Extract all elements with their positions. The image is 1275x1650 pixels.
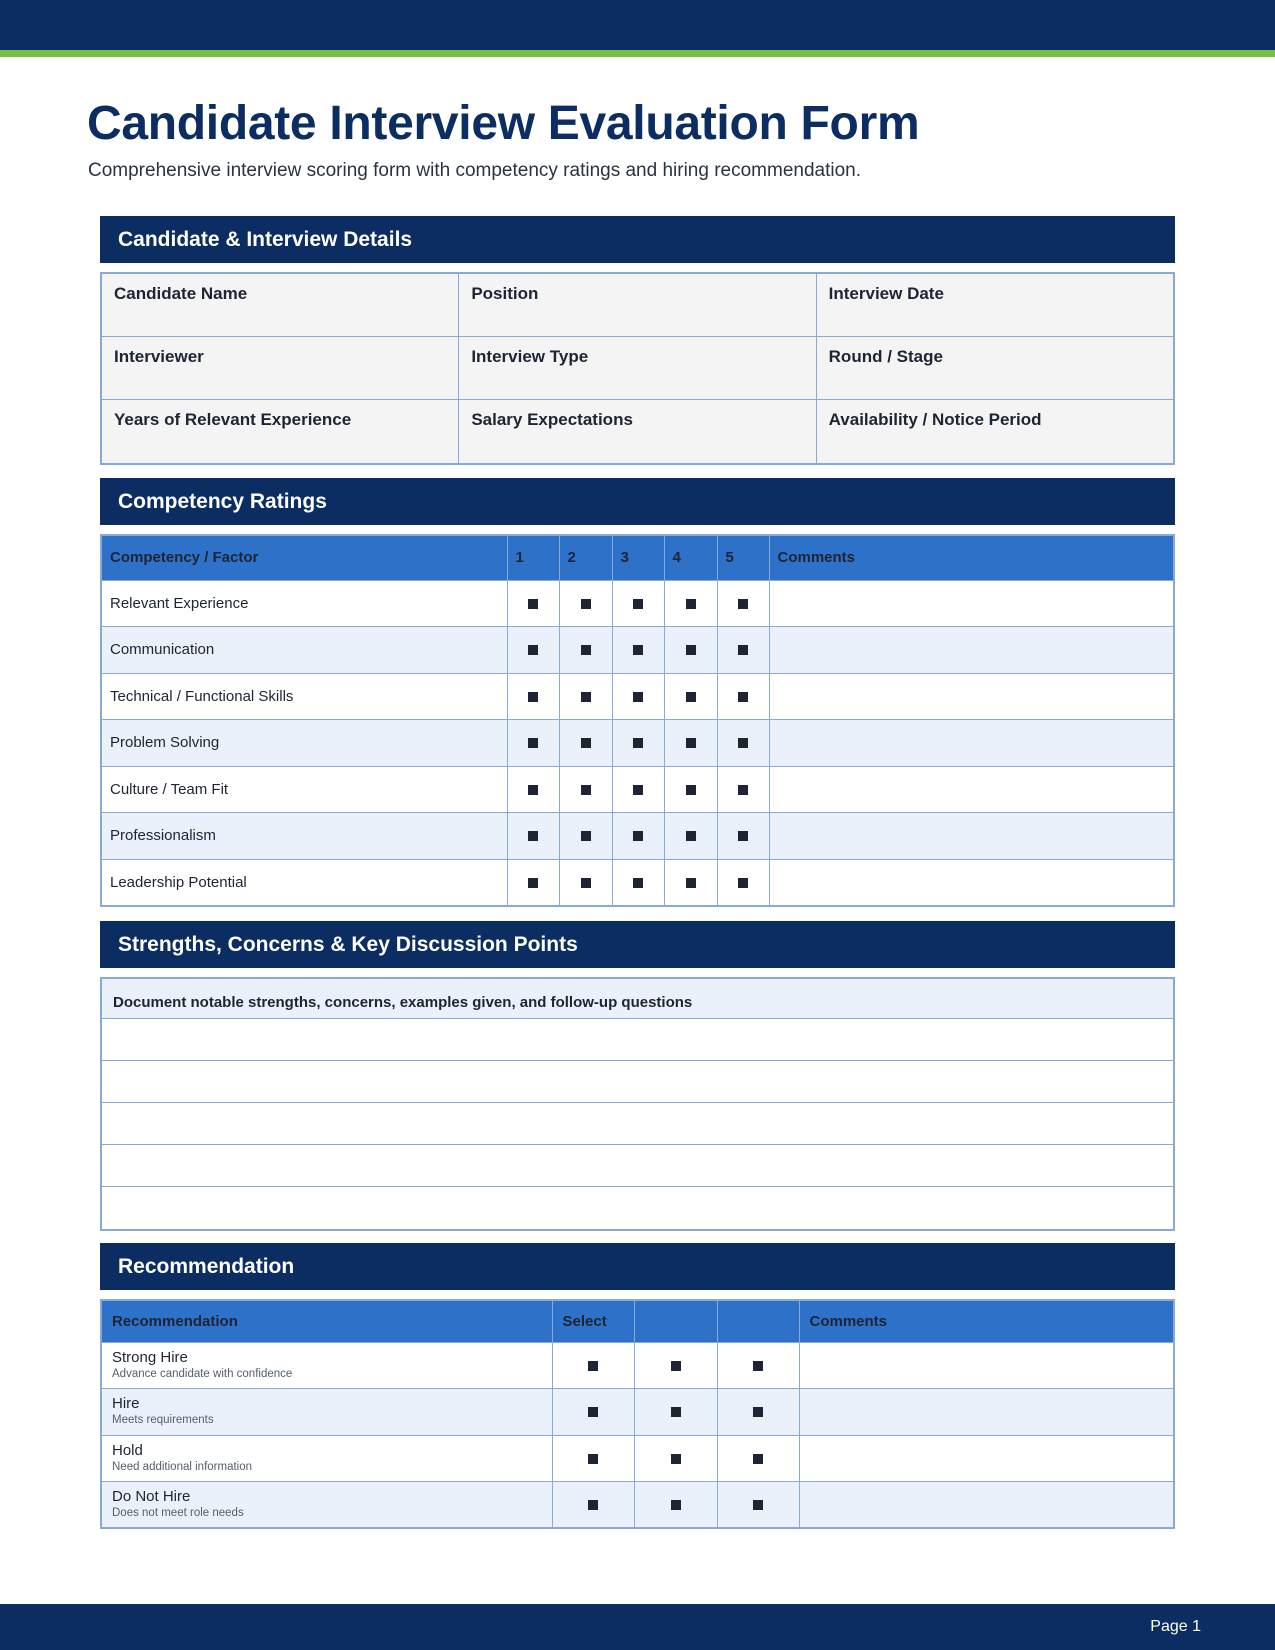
rating-5-checkbox[interactable]	[717, 720, 769, 767]
competency-row	[101, 720, 1174, 767]
square-checkbox-icon	[686, 878, 696, 888]
rating-4-checkbox[interactable]	[664, 673, 717, 720]
rating-5-checkbox[interactable]	[717, 627, 769, 674]
competency-label: Problem Solving	[101, 720, 507, 767]
recommendation-description: Need additional information	[112, 1460, 253, 1473]
square-checkbox-icon	[528, 738, 538, 748]
square-checkbox-icon	[581, 599, 591, 609]
square-checkbox-icon	[528, 692, 538, 702]
field-interviewer[interactable]: Interviewer	[102, 337, 459, 399]
select-checkbox[interactable]	[634, 1389, 717, 1436]
page-number: Page 1	[1150, 1618, 1201, 1635]
field-availability[interactable]: Availability / Notice Period	[817, 400, 1173, 463]
recommendation-row	[101, 1342, 1174, 1389]
square-checkbox-icon	[528, 878, 538, 888]
square-checkbox-icon	[671, 1407, 681, 1417]
details-row	[102, 400, 1173, 463]
square-checkbox-icon	[738, 878, 748, 888]
rating-4-checkbox[interactable]	[664, 813, 717, 860]
notes-line[interactable]	[102, 1145, 1173, 1187]
column-header-rating-3: 3	[612, 535, 664, 580]
recommendation-label: Strong Hire	[112, 1348, 188, 1366]
column-header-comments: Comments	[769, 535, 1174, 580]
field-candidate-name[interactable]: Candidate Name	[102, 274, 459, 336]
square-checkbox-icon	[581, 878, 591, 888]
square-checkbox-icon	[581, 645, 591, 655]
square-checkbox-icon	[738, 599, 748, 609]
recommendation-label-cell	[101, 1435, 552, 1482]
rating-2-checkbox[interactable]	[559, 627, 612, 674]
competency-label: Leadership Potential	[101, 859, 507, 906]
comments-cell[interactable]	[769, 627, 1174, 674]
comments-cell[interactable]	[769, 813, 1174, 860]
recommendation-label: Do Not Hire	[112, 1488, 191, 1505]
column-header-competency: Competency / Factor	[101, 535, 507, 580]
square-checkbox-icon	[686, 831, 696, 841]
top-banner	[0, 0, 1275, 50]
details-grid	[100, 272, 1175, 465]
square-checkbox-icon	[738, 738, 748, 748]
square-checkbox-icon	[686, 692, 696, 702]
select-checkbox[interactable]	[634, 1342, 717, 1389]
column-header-recommendation: Recommendation	[101, 1300, 552, 1342]
notes-line[interactable]	[102, 1061, 1173, 1103]
competency-row	[101, 580, 1174, 627]
square-checkbox-icon	[588, 1361, 598, 1371]
square-checkbox-icon	[581, 831, 591, 841]
footer-bar	[0, 1604, 1275, 1650]
select-checkbox[interactable]	[552, 1435, 634, 1482]
competency-row	[101, 673, 1174, 720]
select-checkbox[interactable]	[552, 1342, 634, 1389]
square-checkbox-icon	[581, 692, 591, 702]
rating-4-checkbox[interactable]	[664, 627, 717, 674]
select-checkbox[interactable]	[717, 1389, 799, 1436]
square-checkbox-icon	[588, 1500, 598, 1510]
column-header-rating-5: 5	[717, 535, 769, 580]
rating-3-checkbox[interactable]	[612, 580, 664, 627]
rating-5-checkbox[interactable]	[717, 813, 769, 860]
comments-cell[interactable]	[769, 859, 1174, 906]
section-heading-recommendation: Recommendation	[100, 1243, 1175, 1290]
section-heading-competency: Competency Ratings	[100, 478, 1175, 525]
recommendation-row	[101, 1435, 1174, 1482]
rating-2-checkbox[interactable]	[559, 813, 612, 860]
square-checkbox-icon	[686, 785, 696, 795]
competency-header-row	[101, 535, 1174, 580]
column-header-rating-1: 1	[507, 535, 559, 580]
rating-2-checkbox[interactable]	[559, 580, 612, 627]
comments-cell[interactable]	[769, 766, 1174, 813]
rating-3-checkbox[interactable]	[612, 673, 664, 720]
comments-cell[interactable]	[769, 580, 1174, 627]
rating-4-checkbox[interactable]	[664, 859, 717, 906]
square-checkbox-icon	[738, 692, 748, 702]
details-row	[102, 274, 1173, 337]
rating-3-checkbox[interactable]	[612, 813, 664, 860]
select-checkbox[interactable]	[717, 1482, 799, 1529]
rating-1-checkbox[interactable]	[507, 627, 559, 674]
recommendation-header-row	[101, 1300, 1174, 1342]
page-subtitle: Comprehensive interview scoring form with competency ratings and hiring recommendation.	[88, 160, 862, 181]
select-checkbox[interactable]	[634, 1482, 717, 1529]
competency-label: Culture / Team Fit	[101, 766, 507, 813]
comments-cell[interactable]	[769, 673, 1174, 720]
recommendation-row	[101, 1482, 1174, 1529]
square-checkbox-icon	[633, 599, 643, 609]
competency-label: Technical / Functional Skills	[101, 673, 507, 720]
square-checkbox-icon	[753, 1500, 763, 1510]
square-checkbox-icon	[738, 645, 748, 655]
square-checkbox-icon	[633, 878, 643, 888]
square-checkbox-icon	[528, 645, 538, 655]
rating-5-checkbox[interactable]	[717, 766, 769, 813]
select-checkbox[interactable]	[717, 1435, 799, 1482]
column-header-rating-2: 2	[559, 535, 612, 580]
rating-3-checkbox[interactable]	[612, 859, 664, 906]
rating-3-checkbox[interactable]	[612, 766, 664, 813]
square-checkbox-icon	[738, 785, 748, 795]
notes-line[interactable]	[102, 1103, 1173, 1145]
recommendation-label-cell	[101, 1389, 552, 1436]
rating-1-checkbox[interactable]	[507, 720, 559, 767]
select-checkbox[interactable]	[717, 1342, 799, 1389]
square-checkbox-icon	[753, 1454, 763, 1464]
competency-label: Communication	[101, 627, 507, 674]
comments-cell[interactable]	[799, 1389, 1174, 1436]
page-title: Candidate Interview Evaluation Form	[87, 97, 920, 150]
column-header-rating-4: 4	[664, 535, 717, 580]
rating-1-checkbox[interactable]	[507, 813, 559, 860]
rating-5-checkbox[interactable]	[717, 580, 769, 627]
rating-2-checkbox[interactable]	[559, 859, 612, 906]
competency-row	[101, 766, 1174, 813]
recommendation-label-cell	[101, 1482, 552, 1529]
square-checkbox-icon	[633, 831, 643, 841]
column-header-blank-2	[717, 1300, 799, 1342]
top-accent-stripe	[0, 50, 1275, 57]
recommendation-description: Does not meet role needs	[112, 1507, 244, 1519]
square-checkbox-icon	[581, 738, 591, 748]
recommendation-table	[100, 1299, 1175, 1529]
select-checkbox[interactable]	[552, 1389, 634, 1436]
details-row	[102, 337, 1173, 400]
field-round-stage[interactable]: Round / Stage	[817, 337, 1173, 399]
competency-row	[101, 859, 1174, 906]
field-position[interactable]: Position	[459, 274, 816, 336]
select-checkbox[interactable]	[552, 1482, 634, 1529]
square-checkbox-icon	[633, 785, 643, 795]
square-checkbox-icon	[633, 692, 643, 702]
square-checkbox-icon	[633, 738, 643, 748]
square-checkbox-icon	[686, 738, 696, 748]
section-heading-notes: Strengths, Concerns & Key Discussion Points	[100, 921, 1175, 968]
rating-3-checkbox[interactable]	[612, 627, 664, 674]
square-checkbox-icon	[738, 831, 748, 841]
square-checkbox-icon	[528, 785, 538, 795]
rating-1-checkbox[interactable]	[507, 859, 559, 906]
field-years-experience[interactable]: Years of Relevant Experience	[102, 400, 459, 463]
rating-5-checkbox[interactable]	[717, 859, 769, 906]
field-interview-type[interactable]: Interview Type	[459, 337, 816, 399]
square-checkbox-icon	[753, 1407, 763, 1417]
notes-box	[100, 977, 1175, 1231]
notes-line[interactable]	[102, 1187, 1173, 1229]
rating-2-checkbox[interactable]	[559, 766, 612, 813]
notes-prompt: Document notable strengths, concerns, examples given, and follow-up questions	[102, 979, 1173, 1019]
competency-row	[101, 813, 1174, 860]
comments-cell[interactable]	[799, 1482, 1174, 1529]
section-heading-details: Candidate & Interview Details	[100, 216, 1175, 263]
recommendation-row	[101, 1389, 1174, 1436]
competency-label: Professionalism	[101, 813, 507, 860]
column-header-comments: Comments	[799, 1300, 1174, 1342]
competency-table	[100, 534, 1175, 907]
recommendation-description: Meets requirements	[112, 1414, 214, 1427]
competency-label: Relevant Experience	[101, 580, 507, 627]
recommendation-label-cell	[101, 1342, 552, 1389]
column-header-select: Select	[552, 1300, 634, 1342]
comments-cell[interactable]	[799, 1342, 1174, 1389]
rating-3-checkbox[interactable]	[612, 720, 664, 767]
square-checkbox-icon	[671, 1454, 681, 1464]
field-salary-expectations[interactable]: Salary Expectations	[459, 400, 816, 463]
recommendation-description: Advance candidate with confidence	[112, 1367, 293, 1380]
rating-2-checkbox[interactable]	[559, 720, 612, 767]
rating-1-checkbox[interactable]	[507, 673, 559, 720]
square-checkbox-icon	[753, 1361, 763, 1371]
competency-row	[101, 627, 1174, 674]
notes-line[interactable]	[102, 1019, 1173, 1061]
square-checkbox-icon	[686, 599, 696, 609]
rating-4-checkbox[interactable]	[664, 766, 717, 813]
comments-cell[interactable]	[769, 720, 1174, 767]
recommendation-label: Hire	[112, 1395, 140, 1413]
rating-1-checkbox[interactable]	[507, 766, 559, 813]
rating-1-checkbox[interactable]	[507, 580, 559, 627]
recommendation-label: Hold	[112, 1441, 143, 1459]
square-checkbox-icon	[671, 1361, 681, 1371]
select-checkbox[interactable]	[634, 1435, 717, 1482]
square-checkbox-icon	[581, 785, 591, 795]
field-interview-date[interactable]: Interview Date	[817, 274, 1173, 336]
comments-cell[interactable]	[799, 1435, 1174, 1482]
square-checkbox-icon	[671, 1500, 681, 1510]
rating-4-checkbox[interactable]	[664, 580, 717, 627]
square-checkbox-icon	[588, 1454, 598, 1464]
square-checkbox-icon	[528, 599, 538, 609]
rating-4-checkbox[interactable]	[664, 720, 717, 767]
square-checkbox-icon	[588, 1407, 598, 1417]
rating-5-checkbox[interactable]	[717, 673, 769, 720]
column-header-blank-1	[634, 1300, 717, 1342]
rating-2-checkbox[interactable]	[559, 673, 612, 720]
square-checkbox-icon	[528, 831, 538, 841]
square-checkbox-icon	[633, 645, 643, 655]
square-checkbox-icon	[686, 645, 696, 655]
